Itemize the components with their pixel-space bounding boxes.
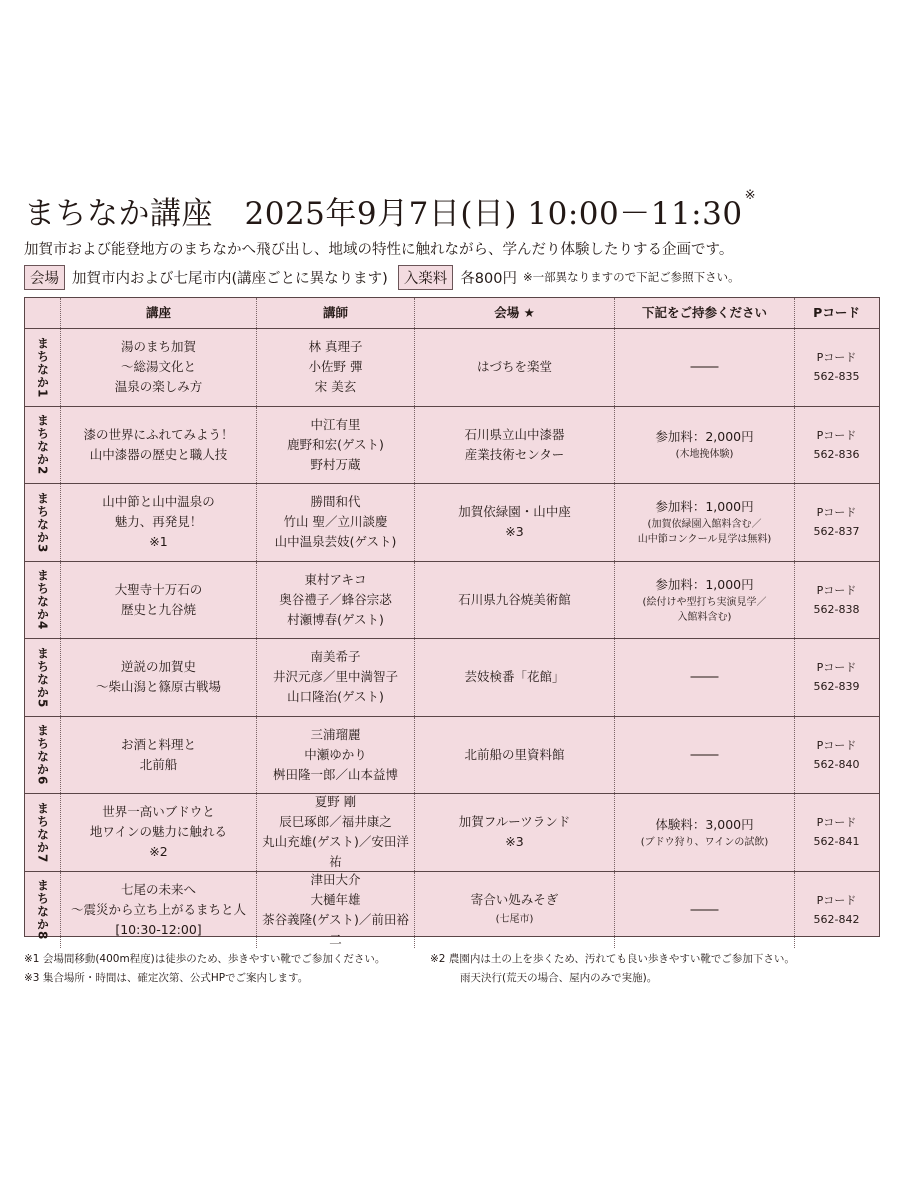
table-row	[25, 407, 879, 485]
venue-cell	[415, 329, 615, 406]
course-title-line: [10:30-12:00]	[115, 921, 202, 937]
course-number: まちなか2	[35, 414, 50, 476]
pcode-value: 562-841	[813, 835, 860, 849]
venue-tag: 会場	[24, 265, 65, 290]
fee-note-line: (加賀依緑園入館料含む／	[647, 519, 762, 531]
pcode-cell	[795, 562, 878, 639]
footnote: ※2 農園内は土の上を歩くため、汚れても良い歩きやすい靴でご参加下さい。	[430, 953, 795, 965]
course-title-cell	[61, 329, 257, 406]
course-title-line: ※2	[149, 844, 168, 860]
course-number-cell	[25, 639, 61, 716]
pcode-value: 562-840	[813, 757, 860, 771]
course-number-cell	[25, 562, 61, 639]
instructor-line: 村瀬博春(ゲスト)	[287, 611, 384, 627]
pcode-value: 562-839	[813, 680, 860, 694]
pcode-value: 562-837	[813, 525, 860, 539]
course-title-line: お酒と料理と	[120, 736, 196, 752]
course-title-line: 逆説の加賀史	[120, 659, 196, 675]
course-title-line: 歴史と九谷焼	[120, 601, 196, 617]
header-cell: 会場 ★	[415, 298, 615, 328]
table-row	[25, 562, 879, 640]
pcode-label: Pコード	[816, 428, 857, 442]
instructor-line: 中江有里	[310, 416, 361, 432]
header-cell: 講座	[61, 298, 257, 328]
bring-cell	[615, 717, 795, 794]
fee-note-line: 山中節コンクール見学は無料)	[637, 534, 772, 546]
course-number: まちなか4	[35, 569, 50, 631]
table-row	[25, 639, 879, 717]
intro-text: 加賀市および能登地方のまちなかへ飛び出し、地域の特性に触れながら、学んだり体験したりする企画です。	[24, 242, 734, 258]
pcode-value: 562-842	[813, 912, 860, 926]
venue-sub: (七尾市)	[495, 913, 534, 925]
venue-line: 石川県立山中漆器	[464, 426, 565, 442]
instructor-line: 小佐野 彈	[308, 359, 363, 375]
page-title: まちなか講座 2025年9月7日(日) 10:00－11:30※	[24, 188, 756, 232]
instructors-cell	[257, 794, 415, 871]
pcode-cell	[795, 717, 878, 794]
course-number-cell	[25, 329, 61, 406]
venue-line: 寄合い処みそぎ	[470, 891, 559, 907]
fee-note-line: 入館料含む)	[677, 611, 732, 623]
dash-line: ――	[690, 901, 719, 918]
instructor-line: 夏野 剛	[314, 794, 357, 810]
course-number: まちなか3	[35, 491, 50, 553]
instructors-cell	[257, 407, 415, 484]
course-title-cell	[61, 794, 257, 871]
header-cell: Pコード	[813, 305, 860, 320]
pcode-label: Pコード	[816, 893, 857, 907]
instructors-cell	[257, 562, 415, 639]
venue-cell	[415, 794, 615, 871]
course-title-cell	[61, 484, 257, 561]
fee-line: 参加料：1,000円	[655, 499, 754, 515]
course-title-line: 山中漆器の歴史と職人技	[89, 446, 228, 462]
footnote: 雨天決行(荒天の場合、屋内のみで実施)。	[460, 972, 658, 984]
course-title-line: ～震災から立ち上がるまちと人	[70, 901, 246, 917]
table-row	[25, 872, 879, 949]
instructor-line: 茶谷義隆(ゲスト)／前田裕二	[262, 911, 409, 947]
course-number: まちなか6	[35, 724, 50, 786]
fee-note-line: (絵付けや型打ち実演見学／	[642, 596, 767, 608]
header-cell: 講師	[257, 298, 415, 328]
course-number-cell	[25, 794, 61, 871]
table-row	[25, 717, 879, 795]
instructor-line: 勝間和代	[310, 494, 361, 510]
venue-cell	[415, 639, 615, 716]
instructor-line: 山中温泉芸妓(ゲスト)	[274, 534, 397, 550]
bring-cell	[615, 484, 795, 561]
course-title-line: ～総湯文化と	[120, 359, 196, 375]
instructor-line: 津田大介	[310, 871, 361, 887]
course-number: まちなか8	[35, 879, 50, 941]
pcode-cell	[795, 329, 878, 406]
course-number-cell	[25, 717, 61, 794]
pcode-label: Pコード	[816, 351, 857, 365]
table-row	[25, 329, 879, 407]
table-row	[25, 794, 879, 872]
fee-text: 各800円	[460, 270, 517, 287]
course-number-cell	[25, 872, 61, 949]
course-title-line: 北前船	[139, 756, 178, 772]
pcode-value: 562-836	[813, 447, 860, 461]
bring-cell	[615, 794, 795, 871]
venue-line: 芸妓検番「花館」	[464, 669, 565, 685]
venue-cell	[415, 872, 615, 949]
venue-line: 加賀フルーツランド	[458, 814, 571, 830]
course-title-line: 山中節と山中温泉の	[102, 494, 215, 510]
instructor-line: 鹿野和宏(ゲスト)	[287, 436, 384, 452]
venue-line: 産業技術センター	[464, 446, 565, 462]
venue-line: 加賀依緑園・山中座	[458, 504, 571, 520]
info-line	[24, 264, 740, 290]
pcode-label: Pコード	[816, 583, 857, 597]
instructor-line: 丸山充雄(ゲスト)／安田洋祐	[262, 834, 409, 870]
pcode-label: Pコード	[816, 816, 857, 830]
course-title-line: 七尾の未来へ	[120, 881, 196, 897]
course-title-line: ※1	[149, 534, 168, 550]
course-title-cell	[61, 717, 257, 794]
course-title-line: 湯のまち加賀	[120, 339, 196, 355]
instructor-line: 山口隆治(ゲスト)	[287, 689, 384, 705]
instructor-line: 中瀬ゆかり	[304, 746, 367, 762]
dash-line: ――	[690, 746, 719, 763]
dash-line: ――	[690, 359, 719, 376]
instructor-line: 宋 美玄	[314, 379, 357, 395]
venue-cell	[415, 562, 615, 639]
instructor-line: 野村万蔵	[310, 456, 361, 472]
course-title-cell	[61, 639, 257, 716]
instructors-cell	[257, 484, 415, 561]
instructors-cell	[257, 329, 415, 406]
venue-line: 北前船の里資料館	[464, 746, 565, 762]
course-title-line: ～柴山潟と篠原古戦場	[95, 679, 221, 695]
fee-note: ※一部異なりますので下記ご参照下さい。	[523, 270, 740, 284]
pcode-value: 562-835	[813, 370, 860, 384]
course-title-line: 温泉の楽しみ方	[114, 379, 203, 395]
fee-tag: 入楽料	[398, 265, 454, 290]
footnote: ※3 集合場所・時間は、確定次第、公式HPでご案内します。	[24, 972, 309, 984]
course-title-line: 魅力、再発見！	[114, 514, 203, 530]
fee-note-line: (ブドウ狩り、ワインの試飲)	[640, 836, 769, 848]
table-row	[25, 484, 879, 562]
pcode-label: Pコード	[816, 506, 857, 520]
instructor-line: 林 真理子	[308, 339, 363, 355]
pcode-value: 562-838	[813, 602, 860, 616]
bring-cell	[615, 639, 795, 716]
instructors-cell	[257, 639, 415, 716]
pcode-cell	[795, 872, 878, 949]
pcode-cell	[795, 639, 878, 716]
venue-line: ※3	[505, 524, 524, 540]
dash-line: ――	[690, 669, 719, 686]
venue-line: はづちを楽堂	[476, 359, 552, 375]
course-number-cell	[25, 407, 61, 484]
course-table	[24, 297, 880, 947]
course-title-line: 大聖寺十万石の	[114, 581, 203, 597]
fee-note-line: (木地挽体験)	[675, 449, 734, 461]
instructor-line: 奥谷禮子／蜂谷宗苾	[279, 591, 392, 607]
header-cell: 下記をご持参ください	[615, 298, 795, 328]
course-title-cell	[61, 407, 257, 484]
fee-line: 参加料：1,000円	[655, 576, 754, 592]
instructor-line: 東村アキコ	[304, 571, 367, 587]
instructor-line: 南美希子	[310, 649, 361, 665]
pcode-label: Pコード	[816, 661, 857, 675]
instructor-line: 井沢元彦／里中満智子	[272, 669, 398, 685]
venue-line: ※3	[505, 834, 524, 850]
footnotes-left	[24, 950, 385, 988]
venue-cell	[415, 717, 615, 794]
course-title-line: 地ワインの魅力に触れる	[89, 824, 228, 840]
bring-cell	[615, 562, 795, 639]
bring-cell	[615, 329, 795, 406]
bring-cell	[615, 407, 795, 484]
table-header	[25, 298, 879, 329]
course-number: まちなか7	[35, 801, 50, 863]
instructor-line: 竹山 聖／立川談慶	[283, 514, 388, 530]
fee-line: 参加料：2,000円	[655, 429, 754, 445]
course-title-line: 世界一高いブドウと	[102, 804, 215, 820]
venue-cell	[415, 484, 615, 561]
instructor-line: 辰巳琢郎／福井康之	[279, 814, 392, 830]
venue-text: 加賀市内および七尾市内(講座ごとに異なります)	[72, 270, 388, 287]
bring-cell	[615, 872, 795, 949]
instructor-line: 大樋年雄	[310, 891, 361, 907]
pcode-cell	[795, 484, 878, 561]
footnotes-right	[430, 950, 795, 988]
venue-line: 石川県九谷焼美術館	[458, 591, 571, 607]
course-number: まちなか1	[35, 336, 50, 398]
instructor-line: 桝田隆一郎／山本益博	[272, 766, 398, 782]
pcode-cell	[795, 794, 878, 871]
fee-line: 体験料：3,000円	[655, 816, 754, 832]
instructor-line: 三浦瑠麗	[310, 726, 361, 742]
header-cell	[25, 298, 61, 328]
course-title-line: 漆の世界にふれてみよう！	[83, 426, 234, 442]
course-title-cell	[61, 562, 257, 639]
course-number-cell	[25, 484, 61, 561]
footnote: ※1 会場間移動(400m程度)は徒歩のため、歩きやすい靴でご参加ください。	[24, 953, 386, 965]
instructors-cell	[257, 717, 415, 794]
pcode-cell	[795, 407, 878, 484]
course-number: まちなか5	[35, 646, 50, 708]
venue-cell	[415, 407, 615, 484]
pcode-label: Pコード	[816, 738, 857, 752]
instructors-cell	[257, 872, 415, 949]
course-title-cell	[61, 872, 257, 949]
